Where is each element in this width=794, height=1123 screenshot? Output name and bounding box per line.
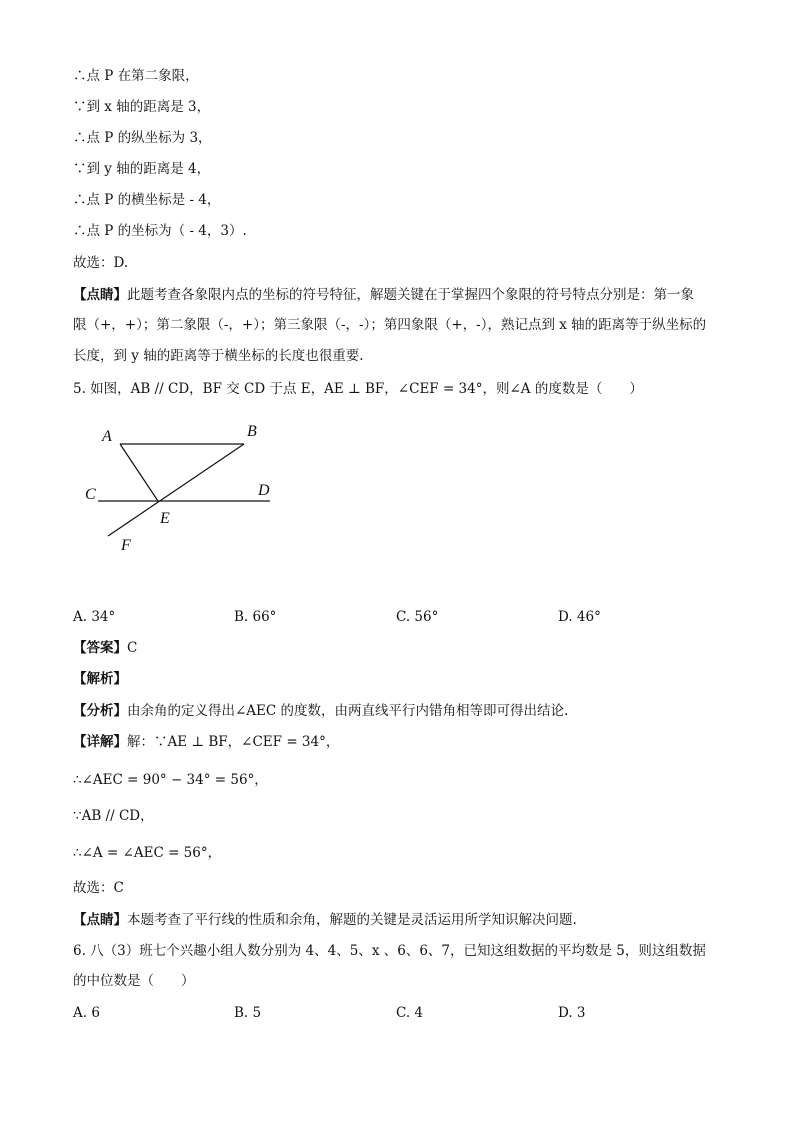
label-f: F [121,537,131,554]
solution-line: ∴点 P 在第二象限， [73,68,199,84]
fenxi-text: 由余角的定义得出∠AEC 的度数，由两直线平行内错角相等即可得出结论. [127,703,569,719]
fenxi-line [73,702,568,720]
answer-tag: 【答案】 [73,640,127,656]
analysis-tag: 【解析】 [73,671,127,687]
line-ae [120,444,158,501]
solution-line: ∴点 P 的坐标为（ - 4，3）. [73,223,247,239]
solution-line: ∴点 P 的横坐标是 - 4， [73,192,221,208]
option-a: A. 6 [73,1005,100,1021]
option-c: C. 56° [396,609,439,625]
solution-line: ∵到 y 轴的距离是 4， [73,161,211,177]
solution-line: ∴点 P 的纵坐标为 3， [73,130,212,146]
geometry-figure [78,418,288,568]
step-line: ∴∠A = ∠AEC = 56°， [73,845,222,861]
detail-text: 解：∵AE ⊥ BF，∠CEF = 34°， [127,734,340,750]
line-bf [108,444,244,536]
fenxi-tag: 【分析】 [73,703,127,719]
option-b: B. 5 [234,1005,262,1021]
step-line: ∴∠AEC = 90° − 34° = 56°， [73,772,268,788]
comment-line [73,911,577,929]
comment-text: 本题考查了平行线的性质和余角，解题的关键是灵活运用所学知识解决问题. [127,912,577,928]
question-5-stem: 5. 如图，AB // CD，BF 交 CD 于点 E，AE ⊥ BF，∠CEF = 34°，则∠A 的度数是（ ） [73,381,643,397]
detail-line [73,733,339,751]
label-c: C [85,486,96,503]
analysis-heading [73,670,127,688]
comment-text: 此题考查各象限内点的坐标的符号特征，解题关键在于掌握四个象限的符号特点分别是：第一象 [127,287,694,303]
comment-line: 长度，到 y 轴的距离等于横坐标的长度也很重要. [73,348,364,364]
solution-line: ∵到 x 轴的距离是 3， [73,99,211,115]
option-d: D. 3 [558,1005,586,1021]
choice-line: 故选：C [73,880,124,896]
label-a: A [102,428,112,445]
option-d: D. 46° [558,609,601,625]
question-6-stem-cont: 的中位数是（ ） [73,973,195,989]
question-6-stem: 6. 八（3）班七个兴趣小组人数分别为 4、4、5、x 、6、6、7，已知这组数据的平均数是 5，则这组数据 [73,943,706,959]
comment-line [73,286,694,304]
answer-value: C [127,640,138,656]
option-c: C. 4 [396,1005,424,1021]
label-d: D [258,482,270,499]
label-b: B [247,423,257,440]
option-a: A. 34° [73,609,116,625]
option-b: B. 66° [234,609,277,625]
choice-line: 故选：D. [73,255,129,271]
comment-tag: 【点睛】 [73,287,127,303]
label-e: E [160,510,170,527]
detail-tag: 【详解】 [73,734,127,750]
answer-line [73,639,137,657]
comment-tag: 【点睛】 [73,912,127,928]
step-line: ∵AB // CD， [73,808,154,824]
comment-line: 限（+，+）；第二象限（-，+）；第三象限（-，-）；第四象限（+，-），熟记点到 x 轴的距离等于纵坐标的 [73,317,707,333]
